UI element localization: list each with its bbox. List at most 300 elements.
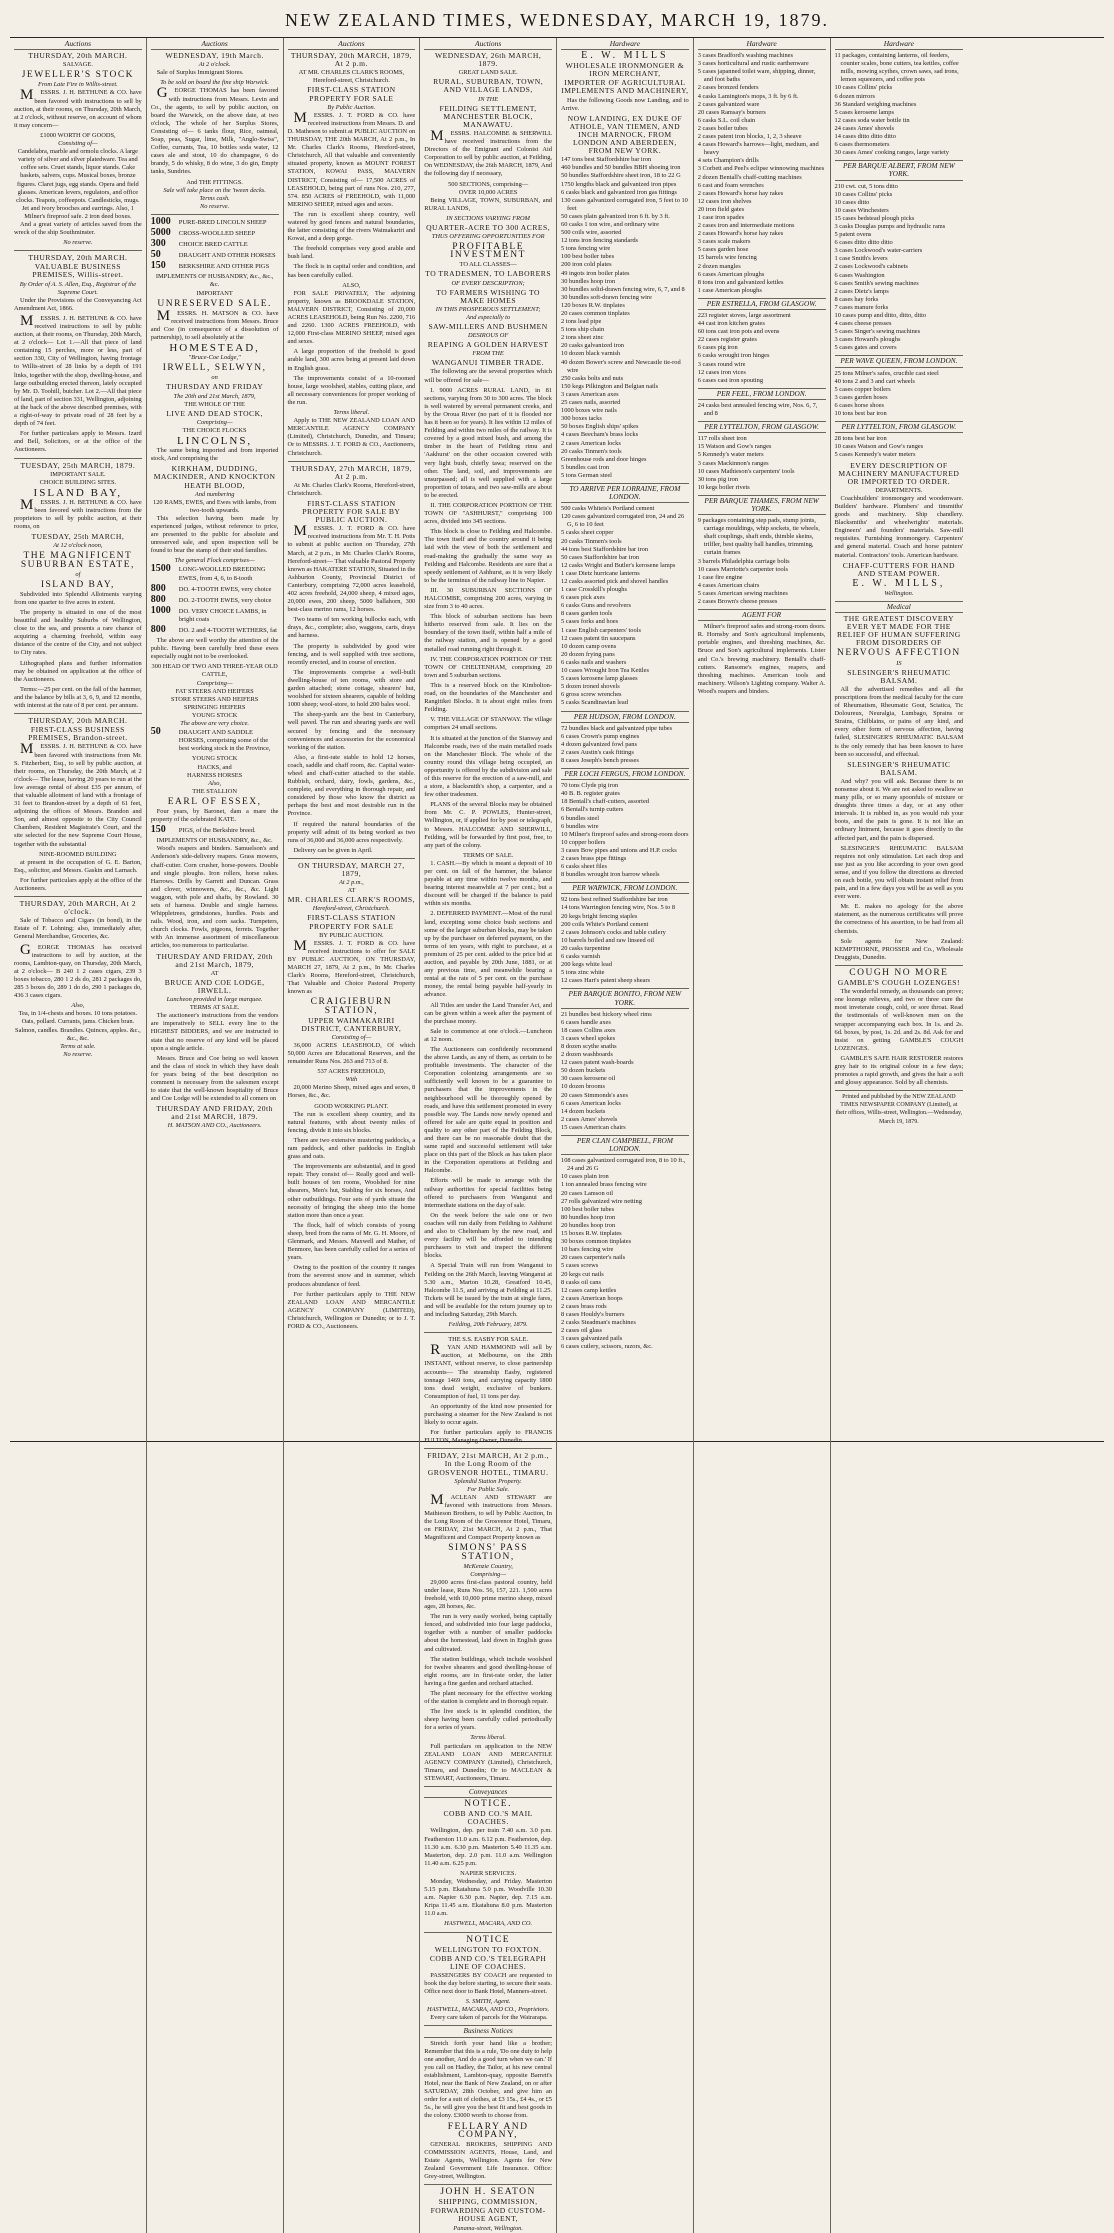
display-heading: EARL OF ESSEX, xyxy=(167,796,262,807)
list-item: 2 tons sheet zinc xyxy=(561,334,604,342)
italic-line: By Order of A. S. Allen, Esq., Registrar of the Supreme Court. xyxy=(19,280,137,296)
heading-line: COBB AND CO.'S MAIL COACHES. xyxy=(443,1809,533,1827)
list-item: 30 bundles soft-drawn fencing wire xyxy=(561,293,652,301)
section-title: PER LOCH FERGUS, FROM LONDON. xyxy=(561,768,689,780)
heading-line: EVERY DESCRIPTION OF MACHINERY MANUFACTURED OR IMPORTED TO ORDER. xyxy=(838,460,960,486)
list-item: 15 cases American chairs xyxy=(561,1123,626,1131)
paragraph: Sale of Surplus Immigrant Stores. xyxy=(156,69,244,77)
list-item: 2 cases Johnson's cocks and table cutlery xyxy=(561,928,666,936)
columns xyxy=(10,38,1104,2232)
list-item: 5 cases copper boilers xyxy=(834,385,891,393)
divider xyxy=(14,458,142,459)
paragraph: Stretch forth your hand like a brother; Remember that this is a rule, 'Do one duty to help one another, And do a good turn when we can.' If you call on Hadley, the Tailor, at his new central establishment, Lambton-quay, opposite Barrett's Hotel, near the Bank of New Zealand, on or after SATURDAY, 28th October, and give him an order for a suit of clothes, at £3 15s., £4 4s., or £5 5s., he will give you the best fit and best goods in the colony. £3000 worth to choose from. xyxy=(424,2039,552,2120)
paragraph: The property is situated in one of the most beautiful and healthy Suburbs of Wellington, close to the sea, and presents a rare chance of acquiring a charming freehold, within easy distance of the centre of the City, and not subject to City rates. xyxy=(14,609,142,657)
paragraph: The wonderful remedy, as thousands can prove; one lozenge relieves, and two or three cure the most inveterate cough, cold, or sore throat. Read the testimonials of well-known men on the wrapper accompanying each box. In 1s. and 2s. 6d. boxes, by post, 1s. 2d. and 2s. 8d. Ask for and insist on getting GAMBLE'S COUGH LOZENGES. xyxy=(834,988,964,1052)
heading-line: ON THURSDAY, MARCH 27, 1879, xyxy=(298,860,405,878)
heading-line: WHOLESALE IRONMONGER & IRON MERCHANT, xyxy=(565,61,685,79)
heading-line: THURSDAY AND FRIDAY, 20th and 21st MARCH, 1879. xyxy=(156,1104,273,1122)
paragraph: MESSRS. J. T. FORD & CO. have received instructions from Messrs. D. and D. Matheson to submit at PUBLIC AUCTION on THURSDAY, THE 20th MARCH, At 2 p.m., In Mr. Charles Clark's Rooms, Hereford-street, Christchurch, All that valuable and conveniently situated property, known as MOUNT FOREST STATION, KOWAI PASS, MALVERN DISTRICT, Consisting of— 17,500 ACRES of LEASEHOLD, being part of runs Nos. 210, 277, 574. 850 ACRES of FREEHOLD, with 11,000 MERINO SHEEP, mixed ages and sexes. xyxy=(287,109,416,208)
italic-line: OF EVERY DESCRIPTION; xyxy=(451,279,525,287)
stock-description: LONG-WOOLLED BREEDING EWES, from 4, 6, to 8-tooth xyxy=(178,566,266,582)
list-item: 3 cases galvanized pails xyxy=(561,1335,623,1343)
list-item: 40 tons 2 and 3 and cart wheels xyxy=(834,377,915,385)
list-item: 2 cases oil glass xyxy=(561,1327,602,1335)
column-heading: Auctions xyxy=(424,38,552,50)
list-item: 12 cases Hart's patent sheep shears xyxy=(561,977,650,985)
list-item: 8 cases Joseph's bench presses xyxy=(561,756,639,764)
section-title: PER HUDSON, FROM LONDON. xyxy=(561,711,689,723)
heading-line: RURAL, SUBURBAN, TOWN, AND VILLAGE LANDS, xyxy=(433,77,544,95)
paragraph: Under the Provisions of the Conveyancing Act Amendment Act, 1866. xyxy=(14,296,142,312)
paragraph: MESSRS. H. MATSON & CO. have received instructions from Messrs. Bruce and Coe (in consequence of a dissolution of partnership), to sell absolutely at the xyxy=(150,307,279,341)
paragraph: MESSRS. HALCOMBE & SHERWILL have received instructions from the Directors of the Emigrant and Colonist Aid Corporation to sell by public auction, at Feilding, On WEDNESDAY, the 26th MARCH, 1879, And the following day if necessary, xyxy=(424,127,552,178)
column-heading: Hardware xyxy=(835,38,964,50)
list-item: 1 case iron spades xyxy=(697,213,745,221)
italic-line: The above are very choice. xyxy=(180,720,250,728)
list-item: 10 barrels boiled and raw linseed oil xyxy=(561,936,654,944)
list-item: 10 copper boilers xyxy=(561,838,606,846)
display-heading: COUGH NO MORE xyxy=(849,967,949,978)
list-item: 28 tons best bar iron xyxy=(834,435,887,443)
display-heading: UNRESERVED SALE. xyxy=(157,298,272,309)
paragraph: GAMBLE'S SAFE HAIR RESTORER restores grey hair to its original colour in a few days; promotes a rapid growth, and gives the hair a soft and glossy appearance. Sold by all chemists. xyxy=(834,1054,964,1087)
list-item: 2 cases American hoops xyxy=(561,1294,623,1302)
list-item: 24 cases Ames' shovels xyxy=(834,124,895,132)
list-item: 300 boxes tacks xyxy=(561,415,602,423)
divider xyxy=(835,965,964,966)
list-item: 5 casks sheet copper xyxy=(561,529,614,537)
heading-line: IMPORTER OF AGRICULTURAL IMPLEMENTS AND MACHINERY, xyxy=(561,78,689,96)
list-item: 6 gross screw wrenches xyxy=(561,691,622,699)
section-title: PER BARQUE ALBERT, FROM NEW YORK. xyxy=(835,160,964,180)
italic-line: With xyxy=(345,1076,358,1084)
display-heading: PROFITABLE INVESTMENT xyxy=(450,242,526,261)
divider xyxy=(288,858,416,859)
list-item: 6 cases pick axes xyxy=(561,594,605,602)
list-item: 4 cases cheese presses xyxy=(834,320,892,328)
centered-line: GOOD WORKING PLANT. xyxy=(314,1102,389,1110)
column-heading: Hardware xyxy=(698,38,826,50)
list-item: 5 cases japanned toilet ware, shipping, dinner, and foot baths xyxy=(697,68,816,84)
paragraph: For further particulars apply at the office of the Auctioneers. xyxy=(14,876,142,892)
heading-line: GAMBLE'S COUGH LOZENGES! xyxy=(837,978,960,988)
paragraph: It is situated at the junction of the Stanway and Halcombe roads, two of the main metalled roads on the Manchester Block. The whole of the country round this village being occupied, an opportunity is offered by the subdivision and sale of this reserve for the erection of a saw-mill, and a store, a blacksmith's shop, a carpenter, and a few other tradesmen. xyxy=(424,734,552,799)
heading-line: FRIDAY, 21st MARCH, At 2 p.m., In the Long Room of the GROSVENOR HOTEL, TIMARU. xyxy=(427,1451,549,1477)
centered-line: NINE-ROOMED BUILDING xyxy=(39,850,117,858)
list-item: 20 casks galvanized iron xyxy=(561,342,624,350)
list-item: 3 cases Howard's ploughs xyxy=(834,336,901,344)
centered-line: STORE STEERS AND HEIFERS xyxy=(170,695,259,703)
centered-line: 300 HEAD OF TWO AND THREE-YEAR OLD CATTLE, xyxy=(151,663,278,679)
list-item: 3 cases Lockwood's water-carriers xyxy=(834,247,923,255)
paragraph: RYAN AND HAMMOND will sell by auction, at Melbourne, on the 28th INSTANT, without reserve, to close partnership accounts— The steamship Easby, registered tonnage 1469 tons, and carrying capacity 1800 tons dead weight, exclusive of bunkers. Consumption of fuel, 11 tons per day. xyxy=(424,1342,552,1400)
list-item: 210 cwt. cut, 5 tons ditto xyxy=(834,182,898,190)
divider xyxy=(14,896,142,897)
list-item: 2 cases Brown's cheese presses xyxy=(697,598,778,605)
paragraph: The live stock is in splendid condition, the sheep having been carefully culled periodically for a series of years. xyxy=(424,1708,552,1732)
list-item: 4 cases Beecham's brass locks xyxy=(561,431,639,439)
list-item: 1 case Smith's levers xyxy=(834,255,888,263)
italic-line: Comprising— xyxy=(196,679,233,687)
goods-list xyxy=(835,52,964,157)
stock-description: PIGS, of the Berkshire breed. xyxy=(178,827,256,835)
heading-line: THURSDAY, 20th MARCH, 1879, At 2 p.m. xyxy=(290,51,412,69)
section-title: Conveyances xyxy=(424,1786,552,1798)
list-item: 6 cases thermometers xyxy=(834,141,890,149)
list-item: 10 tons best bar iron xyxy=(834,410,887,418)
centered-line: Tea, in 1/4-chests and boxes. 10 tons potatoes. Oats, pollard. Currants, jams. Chicken bran. Salmon, candles. Brandies. Quinces, apples. &c., &c., &c. xyxy=(15,1010,141,1042)
italic-line: McKenzie Country, xyxy=(463,1562,513,1570)
stock-line xyxy=(151,626,279,635)
list-item: 10 cases Collins' picks xyxy=(834,84,893,92)
heading-line: FORWARDING AND CUSTOM-HOUSE AGENT, xyxy=(430,2206,546,2224)
list-item: 60 casks 1 ton wire, and ordinary wire xyxy=(561,220,659,228)
list-item: 8 dozen scythe snaths xyxy=(561,1042,617,1050)
display-heading-large: ISLAND BAY, xyxy=(33,486,123,499)
italic-line: Comprising— xyxy=(196,418,233,426)
list-item: 10 cases ditto xyxy=(834,198,870,206)
list-item: 80 bundles hoop iron xyxy=(561,1213,616,1221)
list-item: 20 cases carpenter's nails xyxy=(561,1254,626,1262)
paragraph: Also, a first-rate stable to hold 12 horses, coach, saddle and chaff room, &c. Capital water-wheel and chaff-cutter attached to the stable. Rubbish, orchard, dairy, fowls, gardens, &c., complete, and everything in thorough repair, and considered by those who know the district as perhaps the best and most desirable run in the Province. xyxy=(287,753,416,818)
paragraph: Terms:—25 per cent. on the fall of the hammer, and the balance by bills at 3, 6, 9, and 12 months, with interest at the rate of 8 per cent. per annum. xyxy=(14,685,142,710)
list-item: 2 cases iron and intermediate motions xyxy=(697,222,795,230)
stock-line xyxy=(151,251,279,260)
list-item: 10 cases Collins' picks xyxy=(834,190,893,198)
column-heading: Auctions xyxy=(288,38,416,50)
list-item: 2 cases Ames' shovels xyxy=(561,1115,618,1123)
list-item: 5 cases screws xyxy=(561,1262,599,1270)
display-heading: ISLAND BAY, xyxy=(40,579,115,590)
list-item: 5 cases kerosene lamps xyxy=(834,108,894,116)
heading-line: KIRKHAM, DUDDING, MACKINDER, AND KNOCKTON HEATH BLOOD, xyxy=(153,464,276,490)
list-item: 1000 boxes wire nails xyxy=(561,407,617,415)
display-heading: JEWELLER'S STOCK xyxy=(21,70,135,81)
heading-line: THURSDAY AND FRIDAY, 20th and 21st March, 1879, xyxy=(156,951,273,969)
list-item: 5 tons German steel xyxy=(561,471,612,479)
list-item: 223 register stoves, large assortment xyxy=(697,312,791,319)
paragraph: An opportunity of the kind now presented for purchasing a steamer for the New Zealand is not likely to occur again. xyxy=(424,1402,552,1427)
list-item: 3 casks Douglas pumps and hydraulic rams xyxy=(834,222,946,230)
italic-line: No reserve. xyxy=(63,1050,93,1058)
list-item: 5 dozen ironed shovels xyxy=(561,683,620,691)
goods-list xyxy=(698,52,826,295)
italic-line: And numbering xyxy=(194,490,235,498)
paragraph: The run is very easily worked, being capitally fenced, and subdivided into four large paddocks, together with a number of smaller paddocks about the homestead, laid down in English grass and cultivated. xyxy=(424,1613,552,1653)
list-item: 20 casks turpentine xyxy=(561,944,611,952)
paragraph: SLESINGER'S RHEUMATIC BALSAM requires not only stimulation. Let each drop and use just as you like according to your own good sense, and if you follow the directions as directed on each bottle, you will obtain instant relief from pain, and in a few days you will be as well as you ever were. xyxy=(834,844,964,901)
column xyxy=(831,38,968,2233)
paragraph: 29,000 acres first-class pastoral country, held under lease, Runs Nos. 56, 157, 221. 1,500 acres freehold, with 10,000 prime merino sheep, mixed ages, 28 horses, &c. xyxy=(424,1578,552,1611)
goods-list xyxy=(698,435,826,492)
paragraph: Monday, Wednesday, and Friday. Masterton 5.15 p.m. Ekatahuna 5.0 p.m. Woodville 10.30 a.m. Napier 6.30 p.m. Napier, dep. 7.15 a.m. Kripa 11.45 a.m. Ekatahuna 8.0 p.m. Masterton 11.0 a.m. xyxy=(424,1877,552,1918)
centered-line: SALVAGE. xyxy=(62,61,93,69)
section-title: PER CLAN CAMPBELL, FROM LONDON. xyxy=(561,1135,689,1155)
paragraph: Wood's reapers and binders. Samuelson's and Anderson's side-delivery reapers. Grass mowers, chaff-cutter. Corn crusher, horse-powers. Double and single ploughs. Iron rollers, horse rakes. Harrows. Drills by Garrett and Duncan. Grass and clover, winnowers, &c., &c., &c. Light waggon, with pole and shafts, by Rowland. 30 sets of harness. Double and single harness. Whippletrees, grindstones, hurdles. Posts and rails. Wood, iron, and corn sacks. Turnpeters, church clocks. Fowls, pigeons, ferrets. Together with An immense assortment of miscellaneous articles, too numerous to particularise. xyxy=(150,845,279,950)
list-item: 12 casks assorted pick and shovel handles xyxy=(561,578,669,585)
masthead: NEW ZEALAND TIMES, WEDNESDAY, MARCH 19, 1879. xyxy=(10,8,1104,38)
stock-description: DO. 2-TOOTH EWES, very choice xyxy=(178,596,272,604)
list-item: 3 barrels Philadelphia carriage bolts xyxy=(697,557,790,565)
italic-line: Luncheon provided in large marquee. xyxy=(166,996,263,1004)
list-item: 14 dozen buckets xyxy=(561,1107,606,1115)
italic-line: From Late Fire in Willis-street. xyxy=(38,81,118,89)
column xyxy=(10,38,147,2233)
section-title: PER ESTRELLA, FROM GLASGOW. xyxy=(698,298,826,310)
list-item: 2 dozen washboards xyxy=(561,1051,613,1059)
heading-line: REAPING A GOLDEN HARVEST xyxy=(427,340,549,350)
list-item: 14 cases ditto ditto ditto xyxy=(834,133,896,141)
list-item: 6 casks varnish xyxy=(561,953,601,961)
paragraph: GEORGE THOMAS has been favored with instructions from Messrs. Levin and Co., the agents, to sell by public auction, on board the Warwick, on the above date, at two o'clock, The whole of her Surplus Stores, Consisting of— 6 tanks flour, Rice, oatmeal, Soap, peas, Sugar, lime, Milk, "Anglo-Swiss", Coffee, currants, Tea, 10 bottles soda water, 12 cases ale and stout, 10 do champagne, 6 do brandy, 5 do whisky, 8 do wine, 3 do gin, Empty tanks, Sundries. xyxy=(150,85,279,176)
stock-line xyxy=(151,728,279,753)
centered-line: £1000 WORTH OF GOODS, xyxy=(40,131,116,139)
centered-line: CHOICE BUILDING SITES. xyxy=(39,478,117,486)
list-item: 5 casks Scandinavian lead xyxy=(561,699,628,707)
centered-line: HACKS, and xyxy=(197,763,232,771)
display-heading: IRWELL, SELWYN, xyxy=(162,363,267,374)
list-item: 4 dozen galvanized fowl pans xyxy=(561,740,637,748)
list-item: 49 ingots iron boiler plates xyxy=(561,269,630,277)
centered-line: THE S.S. EASBY FOR SALE. xyxy=(448,1336,529,1344)
paragraph: This is a reserved block on the Kimbolton-road, on the boundaries of the Manchester and Rangitikei Blocks. It is about eight miles from Feilding. xyxy=(424,681,552,714)
list-item: 3 cases Bradford's washing machines xyxy=(697,52,793,60)
list-item: 18 Bentall's chaff-cutters, assorted xyxy=(561,798,649,806)
section-title: PER WARWICK, FROM LONDON. xyxy=(561,882,689,894)
paragraph: V. THE VILLAGE OF STANWAY. The village comprises 24 small sections. xyxy=(424,716,552,732)
paragraph: IV. THE CORPORATION PORTION OF THE TOWN OF CHELTENHAM, comprising 20 town and 5 suburban sections. xyxy=(424,655,552,679)
centered-line: TO ALL CLASSES— xyxy=(459,261,517,269)
centered-line: IMPORTANT SALE. xyxy=(50,470,106,478)
list-item: 6 Bentall's turnip cutters xyxy=(561,806,624,814)
heading-line: MR. CHARLES CLARK'S ROOMS, xyxy=(287,895,415,905)
merchant-name: E. W. MILLS, xyxy=(852,577,946,589)
display-heading: THE MAGNIFICENT SUBURBAN ESTATE, xyxy=(20,551,135,570)
list-item: 20 iron field gates xyxy=(697,205,745,213)
paragraph: This block of suburban sections has been hitherto reserved from sale. It lies on the boundary of the town itself, within half a mile of the railway station, and is opened by a good metalled road running right through it. xyxy=(424,613,552,653)
list-item: 3 cases Bow pipes and unions and H.P. cocks xyxy=(561,846,677,854)
list-item: 6 cases Smith's sewing machines xyxy=(834,279,919,287)
italic-line: At 12 o'clock noon, xyxy=(53,542,103,550)
stock-description: DRAUGHT AND OTHER HORSES xyxy=(178,252,276,260)
list-item: 50 bundles Staffordshire sheet iron, 18 to 22 G xyxy=(561,172,681,180)
list-item: 460 bundles and 50 bundles BBH shoeing iron xyxy=(561,164,681,172)
paragraph: The same being imported and from imported stock, And comprising the xyxy=(150,447,279,463)
paragraph: Milner's fireproof safes and strong-room doors. R. Hornsby and Son's agricultural implements, portable engines, and threshing machines, &c. Bruce and Son's agricultural implements. Lister and Co.'s brewing machinery. Bentall's chaff-cutters. Ransome's engines, reapers, and threshing machines. American tools and machinery. Wilson's Lighting company. Walter A. Wood's reapers and binders. xyxy=(697,623,826,695)
italic-line: Terms liberal. xyxy=(333,409,370,417)
paragraph: Coachbuilders' ironmongery and woodenware. Builders' hardware. Plumbers' and tinsmiths' goods and machinery. Ship chandlery. Blacksmiths' and wheelwrights' materials. Engineers' and founders' materials. Saw-mill requisites. Furnishing ironmongery. Carpenters' and general material. Coach and horse painters' material. Contractors' tools. American hardware. xyxy=(834,494,964,559)
heading-line: TUESDAY, 25th MARCH, xyxy=(31,532,125,542)
italic-line: Wellington. xyxy=(884,589,914,597)
list-item: 3 cases wheel spokes xyxy=(561,1034,616,1042)
stock-description: DO. 2 and 4-TOOTH WETHERS, fat xyxy=(178,627,277,634)
paragraph: A large proportion of the freehold is good arable land, 300 acres being at present laid down in English grass. xyxy=(287,348,416,372)
divider xyxy=(424,1332,552,1333)
paragraph: Two teams of ten working bullocks each, with drays, &c., complete; also, waggons, carts, drays and harness. xyxy=(287,616,416,640)
divider xyxy=(424,1932,552,1933)
centered-line: Candelabra, marble and ormolu clocks. A large variety of silver and silver platedware. Tea and coffee sets. Cruet stands, liquor stands. Cake baskets, salvers, cups. Musical boxes, bronze figures. Claret jugs, egg stands. Opera and field glasses. American levers, regulators, and office clocks. Teapots, coffeepots. Candlesticks, mugs. Jet and ivory brooches and earrings. Also, 1 Milner's fireproof safe. 2 iron deed boxes. xyxy=(16,148,140,220)
list-item: 5 bundles cast iron xyxy=(561,463,610,471)
list-item: 2 cases bronzed fenders xyxy=(697,84,759,92)
paragraph: MESSRS. J. T. FORD & CO. have received instructions from Mr. T. H. Potts to submit at public auction on Thursday, 27th March, at 2 p.m., in Mr. Charles Clark's Rooms, Hereford-street— That valuable Pastoral Property known as HAKATERE STATION, Situated in the Ashburton County, Provincial District of Canterbury, comprising 72,000 acres leasehold, 402 acres freehold, 24,000 sheep, 4 mixed ages, 20,000 ewes, 200 sheep, 5000 ballahorn, 300 best-class merino rams, 12 horses. xyxy=(287,523,416,614)
paragraph: Has the following Goods now Landing, and to Arrive. xyxy=(561,96,689,112)
heading-line: FIRST-CLASS STATION PROPERTY FOR SALE xyxy=(307,85,396,103)
centered-line: IMPLEMENTS OF HUSBANDRY, &c., &c. xyxy=(156,837,273,845)
list-item: 3 cases garden hoses xyxy=(834,393,888,401)
list-item: 20 casks Tinmen's tools xyxy=(561,537,622,545)
paragraph: GENERAL BROKERS, SHIPPING AND COMMISSION AGENTS, House, Land, and Estate Agents, Wellington. Agents for New Zealand Government Life Insurance. Office: Grey-street, Wellington. xyxy=(424,2140,552,2181)
list-item: 5 cases garden hose xyxy=(697,246,749,254)
heading-line: SLESINGER'S RHEUMATIC BALSAM. xyxy=(847,667,951,685)
paragraph: For further particulars apply to Messrs. Izard and Bell, Solicitors, or at the office of the Auctioneers. xyxy=(14,430,142,454)
centered-line: SPRINGING HEIFERS xyxy=(183,703,246,711)
heading-line: LIVE AND DEAD STOCK, xyxy=(166,408,263,418)
centered-line: AT MR. CHARLES CLARK'S ROOMS, Hereford-street, Christchurch. xyxy=(298,69,405,85)
paragraph: All the advertised remedies and all the prescriptions from the medical faculty for the cure of Rheumatism, Rheumatic Gout, Sciatica, Tic Doloureux, Neuralgia, Lumbago, Sprains or Strains, Chilblains, or pains of any kind, and every other form of nervous affection, having failed, SLESINGER'S RHEUMATIC BALSAM is the only remedy that has been known to have been so successful, and effectual. xyxy=(834,685,964,758)
list-item: 20 cases Ramsay's burners xyxy=(697,108,766,116)
section-title: PER LYTTELTON, FROM GLASGOW. xyxy=(698,421,826,433)
list-item: 30 tons pig iron xyxy=(697,475,739,483)
paragraph: Four years, by Baronet, dam a mare the property of the celebrated KATE. xyxy=(150,807,279,824)
paragraph: Being VILLAGE, TOWN, SUBURBAN, and RURAL LANDS, xyxy=(424,196,552,212)
paragraph: The improvements consist of a 10-roomed house, large woolshed, stables, cutting place, and all necessary conveniences for proper working of the run. xyxy=(287,374,416,406)
centered-line: TERMS OF SALE. xyxy=(463,851,514,859)
list-item: 6 casks Guns and revolvers xyxy=(561,602,631,610)
centered-line: OVER 10,000 ACRES xyxy=(458,188,518,196)
heading-line: FIRST-CLASS BUSINESS PREMISES, Brandon-street. xyxy=(28,725,128,743)
italic-line: Terms cash. xyxy=(199,194,230,202)
list-item: 44 tons best Staffordshire bar iron xyxy=(561,545,649,553)
list-item: 10 cases Mathieson's carpenters' tools xyxy=(697,467,795,475)
italic-line: Also, xyxy=(208,779,222,787)
centered-line: AT xyxy=(347,887,356,895)
list-item: 30 cases Ames' cooking ranges, large variety xyxy=(834,149,949,157)
list-item: 6 cases Crown's pump engines xyxy=(561,732,640,740)
paragraph: MACLEAN AND STEWART are favored with instructions from Messrs. Mathieson Brothers, to sell by Public Auction, In the Long Room of the Grosvenor Hotel, Timaru, on FRIDAY, 21st MARCH, At 2 p.m., That Magnificent and Compact Property known as xyxy=(424,1491,552,1542)
centered-line: NAPIER SERVICES. xyxy=(460,1869,517,1877)
list-item: Greenhouse rods and door hinges xyxy=(561,455,647,463)
list-item: 6 cases American ploughs xyxy=(697,270,765,278)
list-item: 40 dozen Bower's screw and Newcastle tie-rod wire xyxy=(561,358,681,374)
centered-line: IMPORTANT xyxy=(196,289,233,297)
list-item: 5 patent ovens xyxy=(834,231,872,239)
goods-list xyxy=(698,517,826,606)
list-item: 30 bundles hoop iron xyxy=(561,277,616,285)
list-item: 12 casks Wright and Butler's kerosene lamps xyxy=(561,561,676,569)
italic-line: Comprising— xyxy=(470,1570,507,1578)
list-item: 5 cases kerosene lamp glasses xyxy=(561,675,638,683)
paragraph: Full particulars on application to the NEW ZEALAND LOAN AND MERCANTILE AGENCY COMPANY (Limited), Christchurch, Timaru, and Dunedin; Or to MACLEAN & STEWART, Auctioneers, Timaru. xyxy=(424,1742,552,1782)
column xyxy=(420,38,557,2233)
display-heading: CRAIGIEBURN STATION, xyxy=(310,997,393,1016)
list-item: 60 tons cast iron pots and ovens xyxy=(697,328,780,336)
list-item: 10 cases Winchesters xyxy=(834,206,889,214)
list-item: 50 cases Staffordshire bar iron xyxy=(561,553,639,561)
list-item: 6 cases cast iron spouting xyxy=(697,376,764,384)
paragraph: The auctioneer's instructions from the vendors are imperatively to SELL every line to the HIGHEST BIDDERS, and we are instructed to state that no reserve of any kind will be placed upon a single article. xyxy=(150,1012,279,1052)
stock-description: CROSS-WOOLLED SHEEP xyxy=(178,229,256,237)
heading-line: THURSDAY, 27th MARCH, 1879, At 2 p.m. xyxy=(290,463,412,481)
list-item: 10 Milner's fireproof safes and strong-room doors xyxy=(561,830,689,838)
list-item: 8 cases hay forks xyxy=(834,295,879,303)
column xyxy=(284,38,421,2233)
column xyxy=(147,38,284,2233)
list-item: 10 cases pump and ditto, ditto, ditto xyxy=(834,312,927,319)
list-item: 6 dozen mirrors xyxy=(834,92,875,100)
list-item: 6 cases American locks xyxy=(561,1099,621,1107)
list-item: 24 casks best annealed fencing wire, Nos. 6, 7, and 8 xyxy=(697,401,818,418)
paragraph: 1. CASH.—By which is meant a deposit of 10 per cent. on fall of the hammer, the balance payable at any time within twelve months, and bearing interest meanwhile at 7 per cent.; but a discount will be charged if the balance is paid within six months. xyxy=(424,859,552,908)
list-item: 500 coils wire, assorted xyxy=(561,229,622,237)
italic-line: To be sold on board the fine ship Warwick. xyxy=(160,79,270,87)
italic-line: Hereford-street, Christchurch. xyxy=(312,905,391,913)
list-item: 10 dozen brooms xyxy=(561,1083,606,1091)
goods-list xyxy=(561,156,689,480)
heading-line: WELLINGTON TO FOXTON. xyxy=(434,1944,542,1954)
list-item: 10 cases Wrought Iron Tea Kettles xyxy=(561,667,649,675)
paragraph: Messrs. Bruce and Coe being so well known and the class of stock in which they have dealt for years being of the best description no comment is necessary from the salesmen except to state that the well-known hospitality of Bruce and Coe Lodge will be extended to all comers on xyxy=(150,1054,279,1103)
list-item: 6 casks S.L. coil chain xyxy=(697,116,756,124)
divider xyxy=(424,1448,552,1449)
list-item: 4 cases American chairs xyxy=(697,581,760,589)
stock-line xyxy=(150,593,279,605)
section-title: PER WAVE QUEEN, FROM LONDON. xyxy=(835,355,964,367)
divider xyxy=(288,461,416,462)
italic-line: Sale will take place on the 'tween decks. xyxy=(163,186,266,194)
goods-list xyxy=(561,1011,689,1132)
list-item: 2 cases galvanized ware xyxy=(697,100,760,108)
italic-line: Feilding, 20th February, 1879. xyxy=(448,1321,528,1329)
paragraph: MESSRS. J. T. FORD & CO. have received instructions to offer for SALE BY PUBLIC AUCTION, ON THURSDAY, MARCH 27, 1879, At 2 p.m., In Mr. Charles Clark's Rooms, Hereford-street, Christchurch, That Valuable and Choice Pastoral Property known as xyxy=(287,937,416,996)
list-item: 200 kegs white lead xyxy=(561,961,612,969)
heading-line: NOW LANDING, EX DUKE OF ATHOLE, VAN TIEMEN, AND INCH MARNOCK, FROM LONDON AND ABERDEEN, FROM NEW YORK. xyxy=(567,113,683,156)
heading-line: THE GREATEST DISCOVERY EVER YET MADE FOR THE RELIEF OF HUMAN SUFFERING FROM DISORDERS OF xyxy=(837,614,961,648)
list-item: 6 casks wrought iron hinges xyxy=(697,352,770,360)
stock-count: 150 xyxy=(150,260,166,272)
list-item: 27 rolls galvanized wire netting xyxy=(561,1197,642,1205)
heading-line: TO FARMERS WISHING TO MAKE HOMES xyxy=(436,287,540,305)
stock-description: BERKSHIRE AND OTHER PIGS xyxy=(178,263,270,271)
display-heading: NERVOUS AFFECTION xyxy=(837,648,961,659)
heading-line: FIRST-CLASS STATION PROPERTY FOR SALE BY PUBLIC AUCTION. xyxy=(302,498,401,525)
goods-list xyxy=(698,402,826,418)
display-heading-large: LINCOLNS, xyxy=(177,435,253,448)
paragraph: MESSRS. J. H. BETHUNE & CO. have received instructions to sell by public auction, at their rooms, on Thursday, 20th March, at 2 o'clock— Lot 1.—All that piece of land containing 15 perches, more or less, part of section 330, City of Wellington, having frontage to Willis-street of 28 links by a depth of 191 links, together with the shop, dwelling-house, and large outbuilding erected thereon, lately occupied by Mr. D. Toohill, butcher. Lot 2.—All that piece of land, part of section 331, Wellington, adjoining at the back of the above described premises, with a right-of-way to private road of 28 feet by a depth of 74 feet. xyxy=(14,312,142,428)
goods-list xyxy=(561,896,689,985)
list-item: 6 bundles steel xyxy=(561,814,599,822)
list-item: 4 cases Howard's harrows—light, medium, and heavy xyxy=(697,141,819,157)
list-item: 25 cases nails, assorted xyxy=(561,399,621,407)
list-item: 2 cases brass rods xyxy=(561,1302,607,1310)
list-item: 21 bundles best hickory wheel rims xyxy=(561,1010,652,1018)
list-item: 500 casks Whiteis's Portland cement xyxy=(561,505,655,513)
stock-description: DRAUGHT AND SADDLE HORSES, comprising some of the best working stock in the Province, xyxy=(178,729,271,753)
list-item: 250 casks bolts and nuts xyxy=(561,374,624,382)
italic-line: on xyxy=(211,374,218,382)
italic-line: IN SECTIONS VARYING FROM xyxy=(446,214,530,222)
paragraph: II. THE CORPORATION PORTION OF THE TOWN OF "ASHHURST," comprising 100 acres, divided into 345 sections. xyxy=(424,501,552,526)
list-item: 10 dozen black varnish xyxy=(561,350,621,358)
italic-line: Splendid Station Property. xyxy=(454,1477,522,1485)
section-title: PER BARQUE BONITO, FROM NEW YORK. xyxy=(561,988,689,1008)
stock-count: 800 xyxy=(150,593,166,605)
heading-line: SHIPPING, COMMISSION, xyxy=(438,2197,538,2207)
italic-line: IN THIS PROSPEROUS SETTLEMENT; xyxy=(435,305,541,313)
paragraph: I. 9000 ACRES RURAL LAND, in 81 sections, varying from 30 to 300 acres. The block is well watered by several permanent creeks, and by the Oroua River (no part of it is flooded nor has it been so for years). It lies within 12 miles of Feilding and within two miles of the railway. It is covered by a good mixed bush, and among the timber in the heart of Feilding rimu and 'Aakhurst' on the other occasion covered with very light bush, chiefly tawa; reserved on the other. The land, soil, and improvements are unsurpassed; all is well supplied with a large proportion of totara, and two saw-mills are about to be erected. xyxy=(424,386,552,499)
stock-count: 800 xyxy=(150,582,166,594)
list-item: 36 Standard weighing machines xyxy=(834,100,917,108)
list-item: 10 cases Watson and Gow's ranges xyxy=(834,443,924,451)
